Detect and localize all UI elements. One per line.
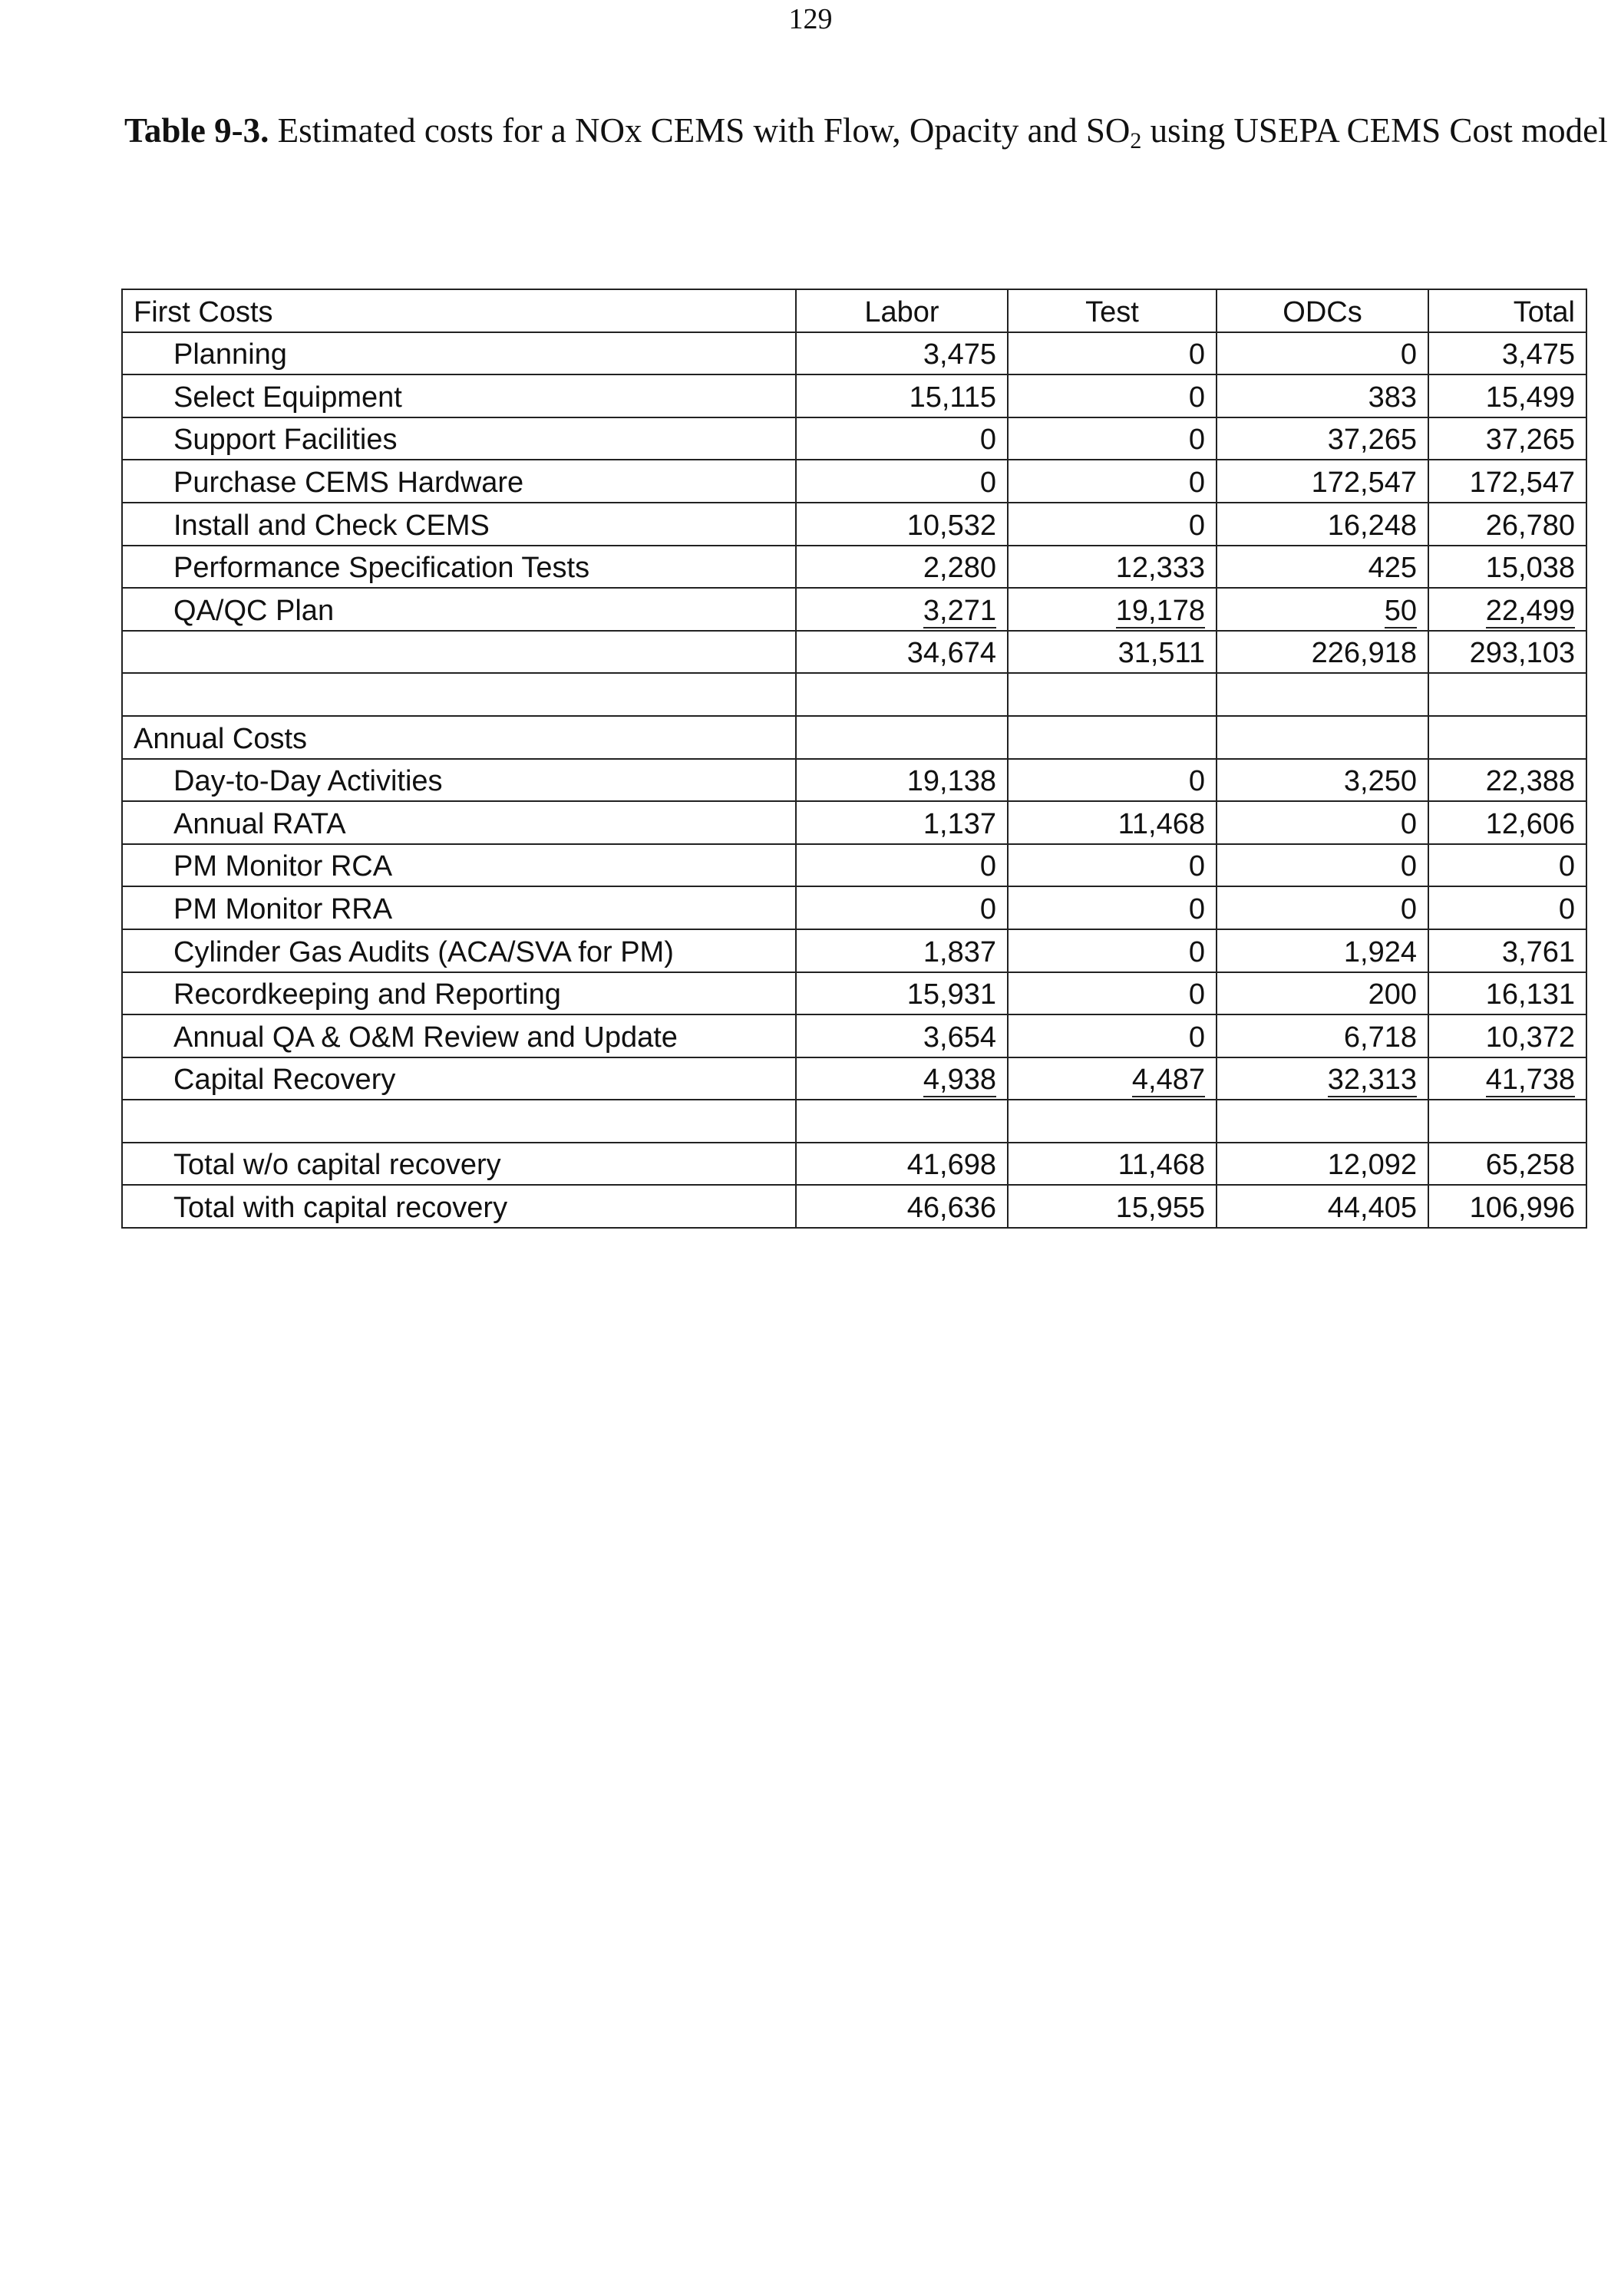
table-row [122, 374, 1586, 417]
labor-cell: 15,931 [796, 972, 1008, 1015]
total-cell: 15,038 [1428, 546, 1586, 589]
row-item: Annual RATA [122, 801, 796, 844]
test-cell: 0 [1008, 503, 1217, 546]
subtotal-row [122, 631, 1586, 674]
subtotal-odcs: 226,918 [1217, 631, 1428, 674]
total-cell: 65,258 [1428, 1143, 1586, 1186]
odcs-cell: 383 [1217, 374, 1428, 417]
labor-cell: 3,475 [796, 332, 1008, 375]
odcs-cell: 0 [1217, 844, 1428, 887]
row-item: Support Facilities [122, 417, 796, 460]
labor-cell: 10,532 [796, 503, 1008, 546]
table-body [122, 289, 1586, 1228]
labor-cell: 15,115 [796, 374, 1008, 417]
table-row [122, 844, 1586, 887]
odcs-cell: 16,248 [1217, 503, 1428, 546]
odcs-value: 32,313 [1327, 1064, 1417, 1097]
blank-cell [1008, 673, 1217, 716]
caption-subscript: 2 [1130, 128, 1142, 153]
odcs-cell: 425 [1217, 546, 1428, 589]
row-item: PM Monitor RCA [122, 844, 796, 887]
column-header-test: Test [1008, 289, 1217, 332]
total-cell [1428, 588, 1586, 631]
column-header-labor: Labor [796, 289, 1008, 332]
table-row [122, 503, 1586, 546]
total-cell: 12,606 [1428, 801, 1586, 844]
blank-cell [122, 673, 796, 716]
total-cell: 10,372 [1428, 1014, 1586, 1057]
annual-costs-heading-row [122, 716, 1586, 759]
row-item: Cylinder Gas Audits (ACA/SVA for PM) [122, 929, 796, 972]
total-cell: 0 [1428, 844, 1586, 887]
blank-cell [1217, 673, 1428, 716]
table-row [122, 886, 1586, 929]
page-number: 129 [788, 3, 833, 35]
blank-cell [796, 1100, 1008, 1143]
blank-cell [1217, 716, 1428, 759]
labor-cell: 3,654 [796, 1014, 1008, 1057]
subtotal-labor: 34,674 [796, 631, 1008, 674]
test-cell: 0 [1008, 929, 1217, 972]
caption-text: Estimated costs for a NOx CEMS with Flow, Opacity and SO [269, 111, 1131, 150]
table-row [122, 801, 1586, 844]
caption-text-end: using USEPA CEMS Cost model [1141, 111, 1608, 150]
odcs-cell: 12,092 [1217, 1143, 1428, 1186]
blank-row [122, 1100, 1586, 1143]
table-row [122, 972, 1586, 1015]
odcs-cell: 6,718 [1217, 1014, 1428, 1057]
blank-cell [796, 673, 1008, 716]
column-header-odcs: ODCs [1217, 289, 1428, 332]
row-item: Total w/o capital recovery [122, 1143, 796, 1186]
blank-cell [1008, 1100, 1217, 1143]
test-value: 19,178 [1115, 594, 1205, 627]
row-item: QA/QC Plan [122, 588, 796, 631]
labor-cell: 0 [796, 460, 1008, 503]
total-cell: 3,475 [1428, 332, 1586, 375]
labor-cell: 1,137 [796, 801, 1008, 844]
test-cell: 0 [1008, 844, 1217, 887]
total-cell: 3,761 [1428, 929, 1586, 972]
odcs-cell [1217, 1057, 1428, 1100]
annual-costs-heading: Annual Costs [122, 716, 796, 759]
table-row [122, 460, 1586, 503]
test-cell: 0 [1008, 460, 1217, 503]
row-item: Day-to-Day Activities [122, 759, 796, 802]
blank-row [122, 673, 1586, 716]
labor-cell: 0 [796, 886, 1008, 929]
odcs-cell: 0 [1217, 801, 1428, 844]
table-row [122, 588, 1586, 631]
odcs-cell: 200 [1217, 972, 1428, 1015]
blank-cell [1428, 673, 1586, 716]
blank-cell [1217, 1100, 1428, 1143]
test-cell: 11,468 [1008, 1143, 1217, 1186]
odcs-cell: 1,924 [1217, 929, 1428, 972]
test-cell: 0 [1008, 374, 1217, 417]
labor-cell: 46,636 [796, 1185, 1008, 1228]
test-cell: 0 [1008, 759, 1217, 802]
table-row [122, 417, 1586, 460]
column-header-total: Total [1428, 289, 1586, 332]
test-cell: 0 [1008, 332, 1217, 375]
row-item: Select Equipment [122, 374, 796, 417]
total-row [122, 1185, 1586, 1228]
row-item: Install and Check CEMS [122, 503, 796, 546]
labor-cell: 19,138 [796, 759, 1008, 802]
table-row [122, 929, 1586, 972]
row-item: Total with capital recovery [122, 1185, 796, 1228]
cost-table [121, 289, 1587, 1229]
total-cell: 172,547 [1428, 460, 1586, 503]
labor-cell: 1,837 [796, 929, 1008, 972]
row-item: Planning [122, 332, 796, 375]
labor-value: 3,271 [923, 594, 996, 627]
total-row [122, 1143, 1586, 1186]
table-label: Table 9-3. [124, 111, 269, 150]
subtotal-label-cell [122, 631, 796, 674]
total-cell: 15,499 [1428, 374, 1586, 417]
table-caption [124, 109, 1621, 152]
blank-cell [796, 716, 1008, 759]
odcs-value: 50 [1384, 594, 1417, 627]
row-item: Annual QA & O&M Review and Update [122, 1014, 796, 1057]
total-cell: 37,265 [1428, 417, 1586, 460]
header-row [122, 289, 1586, 332]
labor-cell: 0 [796, 417, 1008, 460]
total-value: 41,738 [1485, 1064, 1575, 1097]
row-item: Performance Specification Tests [122, 546, 796, 589]
subtotal-total: 293,103 [1428, 631, 1586, 674]
table-row [122, 546, 1586, 589]
test-cell: 12,333 [1008, 546, 1217, 589]
test-cell: 11,468 [1008, 801, 1217, 844]
total-cell: 106,996 [1428, 1185, 1586, 1228]
labor-value: 4,938 [923, 1064, 996, 1097]
first-costs-heading: First Costs [122, 289, 796, 332]
odcs-cell: 0 [1217, 886, 1428, 929]
row-item: Capital Recovery [122, 1057, 796, 1100]
row-item: Purchase CEMS Hardware [122, 460, 796, 503]
test-cell: 0 [1008, 886, 1217, 929]
row-item: Recordkeeping and Reporting [122, 972, 796, 1015]
blank-cell [1008, 716, 1217, 759]
test-cell: 0 [1008, 417, 1217, 460]
table-row [122, 759, 1586, 802]
odcs-cell: 44,405 [1217, 1185, 1428, 1228]
test-cell: 0 [1008, 1014, 1217, 1057]
test-value: 4,487 [1131, 1064, 1205, 1097]
test-cell [1008, 1057, 1217, 1100]
odcs-cell: 3,250 [1217, 759, 1428, 802]
total-cell: 16,131 [1428, 972, 1586, 1015]
total-value: 22,499 [1485, 594, 1575, 627]
odcs-cell: 0 [1217, 332, 1428, 375]
total-cell: 22,388 [1428, 759, 1586, 802]
blank-cell [1428, 1100, 1586, 1143]
blank-cell [1428, 716, 1586, 759]
blank-cell [122, 1100, 796, 1143]
test-cell: 0 [1008, 972, 1217, 1015]
odcs-cell: 37,265 [1217, 417, 1428, 460]
total-cell [1428, 1057, 1586, 1100]
odcs-cell: 172,547 [1217, 460, 1428, 503]
total-cell: 26,780 [1428, 503, 1586, 546]
labor-cell [796, 1057, 1008, 1100]
labor-cell: 2,280 [796, 546, 1008, 589]
test-cell [1008, 588, 1217, 631]
table-row [122, 1014, 1586, 1057]
row-item: PM Monitor RRA [122, 886, 796, 929]
subtotal-test: 31,511 [1008, 631, 1217, 674]
table-row [122, 332, 1586, 375]
test-cell: 15,955 [1008, 1185, 1217, 1228]
labor-cell: 41,698 [796, 1143, 1008, 1186]
odcs-cell [1217, 588, 1428, 631]
labor-cell [796, 588, 1008, 631]
total-cell: 0 [1428, 886, 1586, 929]
labor-cell: 0 [796, 844, 1008, 887]
table-row [122, 1057, 1586, 1100]
